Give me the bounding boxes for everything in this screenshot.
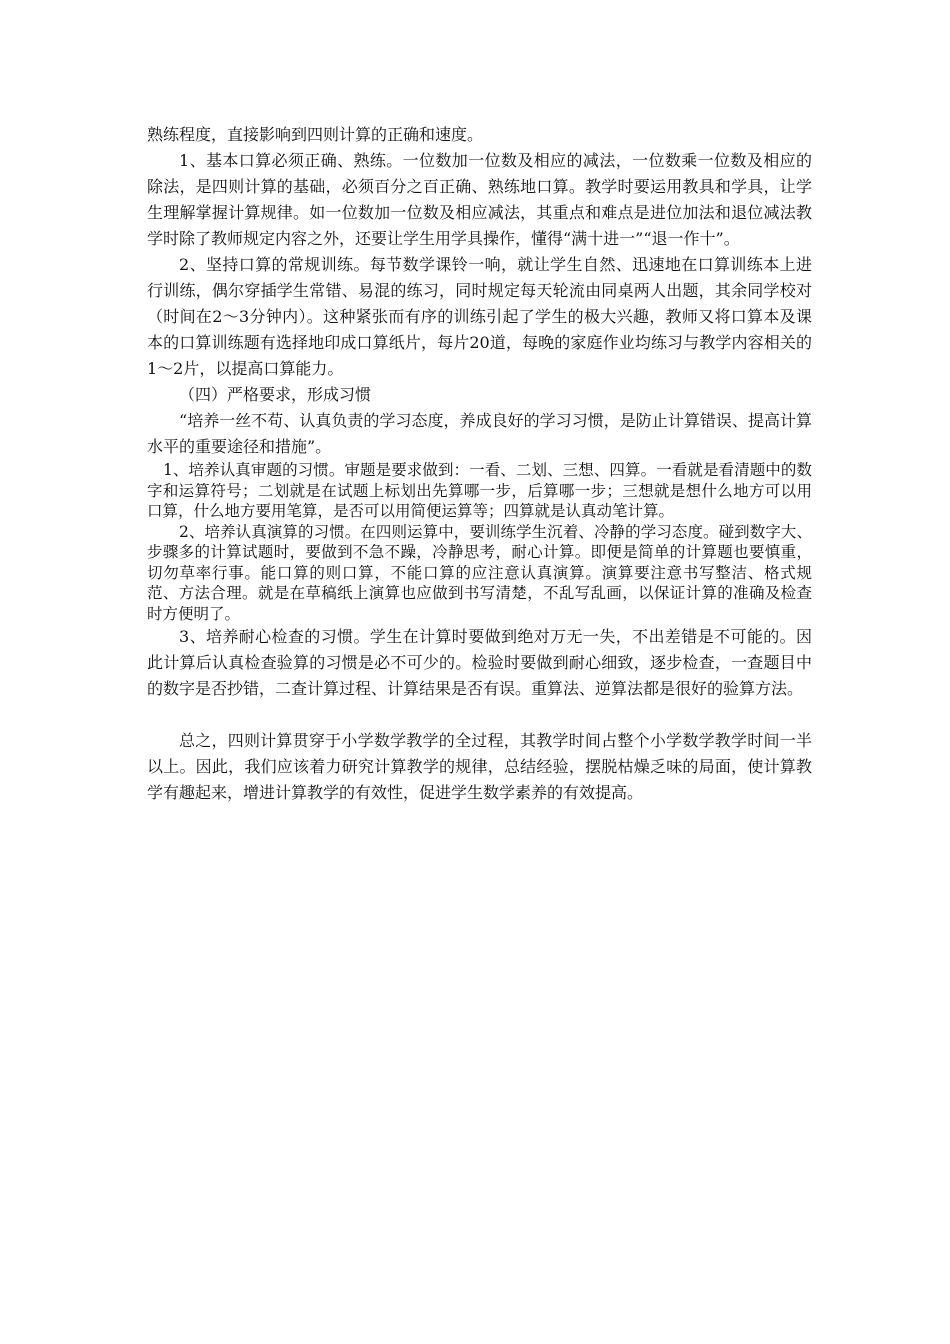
paragraph-basic-oral-calc: 1、基本口算必须正确、熟练。一位数加一位数及相应的减法，一位数乘一位数及相应的除法，是四则计算的基础，必须百分之百正确、熟练地口算。教学时要运用教具和学具，让学生理解掌握计算规律。如一位数加一位数及相应减法，其重点和难点是进位加法和退位减法教学时除了教师规定内容之外，还要让学生用学具操作，懂得“满十进一”“退一作十”。	[147, 151, 812, 248]
paragraph-quote: “培养一丝不苟、认真负责的学习态度，养成良好的学习习惯，是防止计算错误、提高计算水平的重要途径和措施”。	[147, 411, 812, 456]
paragraph-intro-continuation: 熟练程度，直接影响到四则计算的正确和速度。	[147, 125, 484, 144]
paragraph-checking-habit: 3、培养耐心检查的习惯。学生在计算时要做到绝对万无一失，不出差错是不可能的。因此计算后认真检查验算的习惯是必不可少的。检验时要做到耐心细致，逐步检查，一查题目中的数字是否抄错，二查计算过程、计算结果是否有误。重算法、逆算法都是很好的验算方法。	[147, 627, 812, 698]
paragraph-oral-training: 2、坚持口算的常规训练。每节数学课铃一响，就让学生自然、迅速地在口算训练本上进行训练，偶尔穿插学生常错、易混的练习，同时规定每天轮流由同桌两人出题，其余同学校对（时间在2～3分钟内）。这种紧张而有序的训练引起了学生的极大兴趣，教师又将口算本及课本的口算训练题有选择地印成口算纸片，每片20道，每晚的家庭作业均练习与教学内容相关的1～2片，以提高口算能力。	[147, 255, 812, 378]
paragraph-conclusion: 总之，四则计算贯穿于小学数学教学的全过程，其教学时间占整个小学数学教学时间一半以上。因此，我们应该着力研究计算教学的规律，总结经验，摆脱枯燥乏味的局面，使计算教学有趣起来，增进计算教学的有效性，促进学生数学素养的有效提高。	[147, 731, 812, 802]
paragraph-calculation-habit: 2、培养认真演算的习惯。在四则运算中，要训练学生沉着、冷静的学习态度。碰到数字大、步骤多的计算试题时，要做到不急不躁，冷静思考，耐心计算。即便是简单的计算题也要慎重，切勿草率行事。能口算的则口算，不能口算的应注意认真演算。演算要注意书写整洁、格式规范、方法合理。就是在草稿纸上演算也应做到书写清楚，不乱写乱画，以保证计算的准确及检查时方便明了。	[147, 522, 812, 623]
section-heading-strict-requirements: （四）严格要求，形成习惯	[179, 385, 372, 404]
paragraph-reading-habit: 1、培养认真审题的习惯。审题是要求做到：一看、二划、三想、四算。一看就是看清题中的数字和运算符号；二划就是在试题上标划出先算哪一步，后算哪一步；三想就是想什么地方可以用口算，什么地方要用笔算，是否可以用简便运算等；四算就是认真动笔计算。	[147, 461, 812, 520]
paragraph-spacer	[147, 702, 812, 728]
document-body	[147, 122, 812, 806]
